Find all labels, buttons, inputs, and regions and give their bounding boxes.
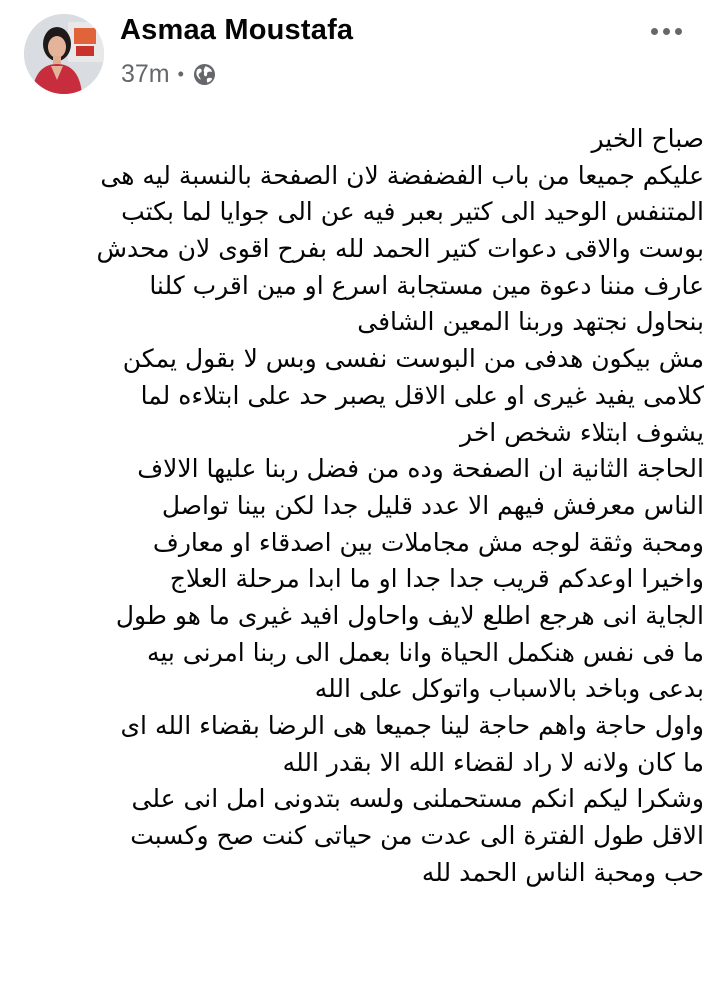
post-text-line: الاقل طول الفترة الى عدت من حياتى كنت صح وكسبت xyxy=(130,821,704,851)
more-horizontal-icon xyxy=(651,28,658,35)
avatar[interactable] xyxy=(24,14,104,94)
post-text-line: بدعى وباخد بالاسباب واتوكل على الله xyxy=(314,674,704,704)
post-text-line: واخيرا اوعدكم قريب جدا جدا او ما ابدا مرحلة العلاج xyxy=(169,564,704,594)
post-text-line: المتنفس الوحيد الى كتير بعبر فيه عن الى جوايا لما بكتب xyxy=(121,197,704,227)
post-text-line: الجاية انى هرجع اطلع لايف واحاول افيد غيرى ما هو طول xyxy=(115,600,704,630)
post-text-line: حب ومحبة الناس الحمد لله xyxy=(421,857,704,887)
post-header xyxy=(0,0,720,100)
post-text-line: يشوف ابتلاء شخص اخر xyxy=(460,417,704,447)
meta-separator: • xyxy=(177,64,184,84)
more-options-button[interactable] xyxy=(640,16,692,46)
post-text-line: صباح الخير xyxy=(591,124,704,153)
post-text xyxy=(14,121,704,891)
post-timestamp[interactable]: 37m xyxy=(121,59,170,88)
post-text-line: مش بيكون هدفى من البوست نفسى وبس لا بقول يمكن xyxy=(122,344,704,374)
post-text-line: وشكرا ليكم انكم مستحملنى ولسه بتدونى امل انى على xyxy=(131,784,704,814)
post-text-line: الحاجة الثانية ان الصفحة وده من فضل ربنا عليها الالاف xyxy=(137,454,704,484)
post-text-line: ما فى نفس هنكمل الحياة وانا بعمل الى ربنا امرنى بيه xyxy=(146,637,704,667)
post-text-line: ومحبة وثقة لوجه مش مجاملات بين اصدقاء او معارف xyxy=(152,527,704,557)
post-text-line: واول حاجة واهم حاجة لينا جميعا هى الرضا بقضاء الله اى xyxy=(120,711,704,740)
avatar-photo xyxy=(24,14,104,94)
post-meta xyxy=(121,58,216,90)
post-text-line: بنحاول نجتهد وربنا المعين الشافى xyxy=(357,307,704,337)
post-text-line: عليكم جميعا من باب الفضفضة لان الصفحة بالنسبة ليه هى xyxy=(100,160,704,190)
post-text-line: ما كان ولانه لا راد لقضاء الله الا بقدر الله xyxy=(282,747,704,777)
post-text-line: بوست والاقى دعوات كتير الحمد لله بفرح اقوى لان محدش xyxy=(96,234,704,264)
post-text-line: كلامى يفيد غيرى او على الاقل يصبر حد على ابتلاءه لما xyxy=(140,380,704,410)
globe-icon[interactable] xyxy=(193,63,216,86)
post-text-line: الناس معرفش فيهم الا عدد قليل جدا لكن بينا تواصل xyxy=(161,490,704,520)
post-text-line: عارف مننا دعوة مين مستجابة اسرع او مين اقرب كلنا xyxy=(149,270,704,300)
author-name[interactable]: Asmaa Moustafa xyxy=(120,14,354,46)
